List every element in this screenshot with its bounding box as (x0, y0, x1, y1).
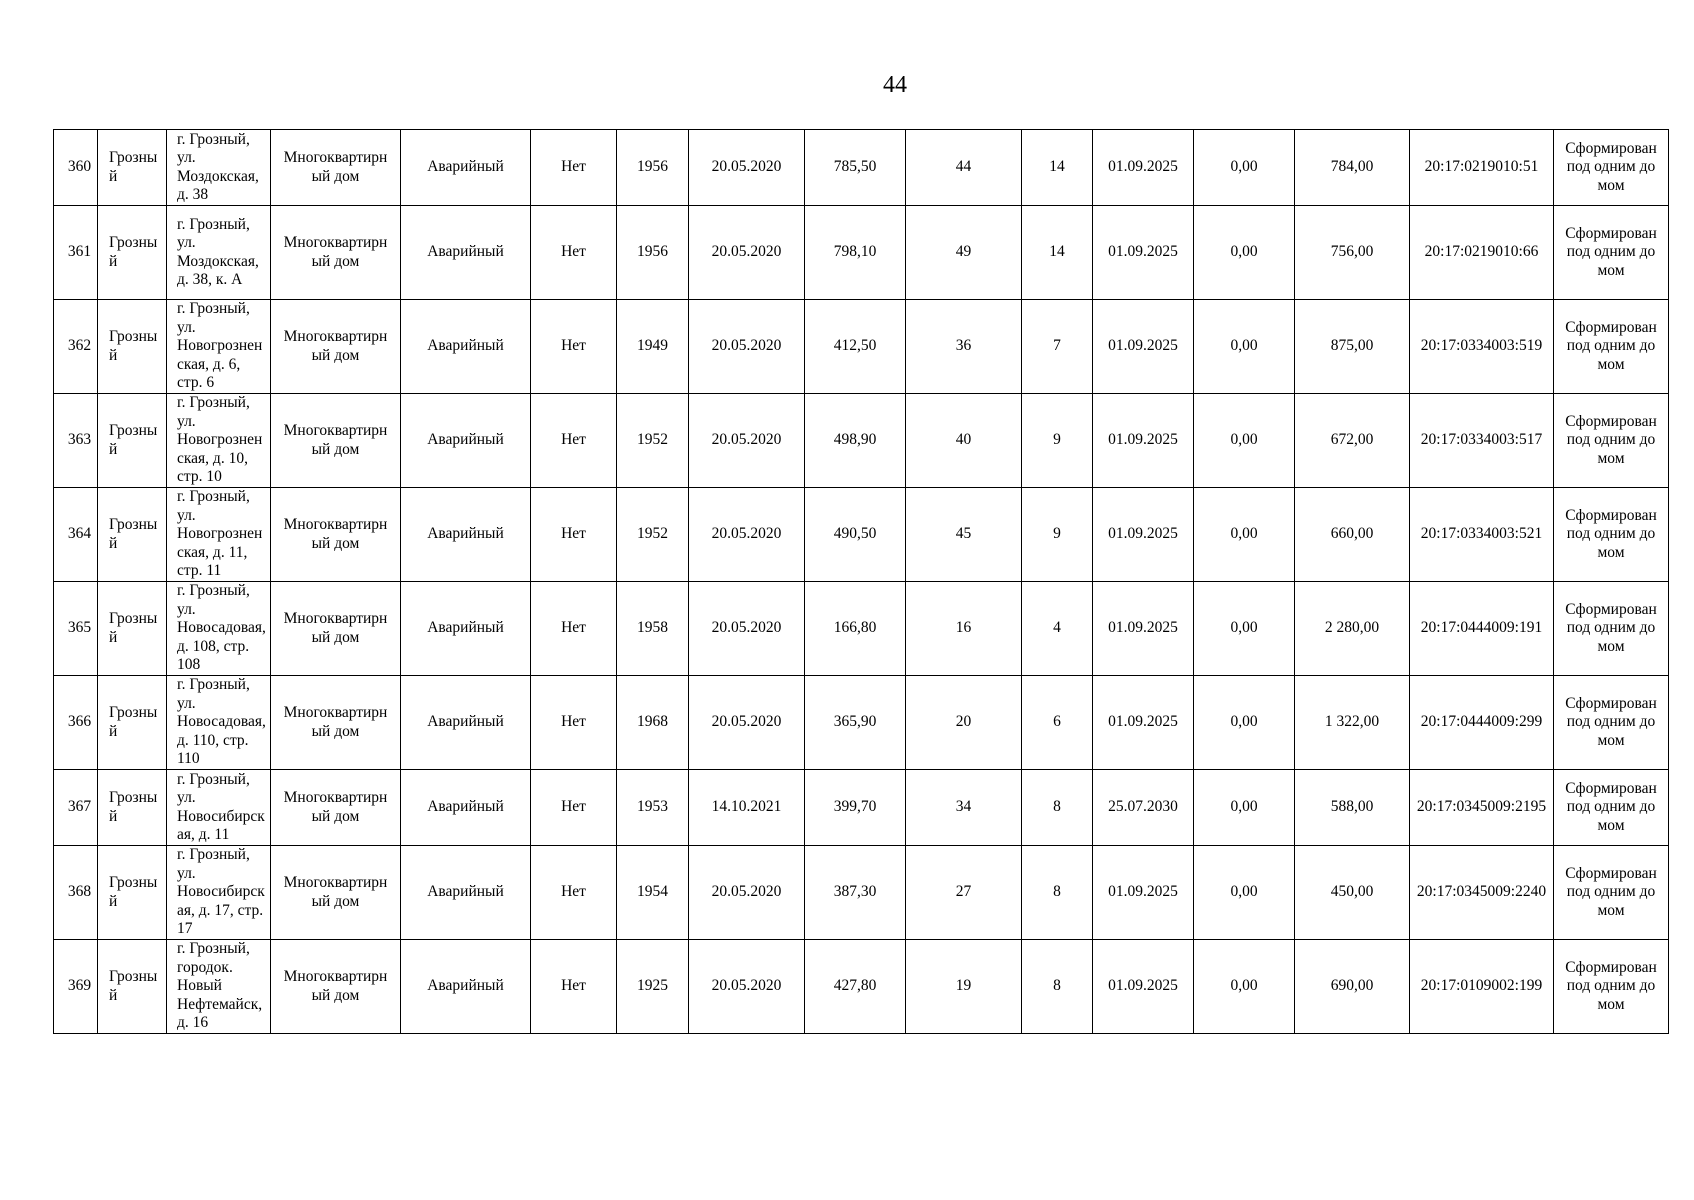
cell-city: Грозный (98, 676, 167, 770)
cell-flag: Нет (531, 488, 617, 582)
cell-city: Грозный (98, 206, 167, 300)
cell-status: Аварийный (401, 130, 531, 206)
table-row (54, 582, 1669, 676)
cell-residents: 45 (906, 488, 1022, 582)
cell-residents: 40 (906, 394, 1022, 488)
cell-date-recognized: 14.10.2021 (689, 770, 805, 846)
cell-value-1: 0,00 (1194, 676, 1295, 770)
cell-note: Сформирован под одним домом (1554, 846, 1669, 940)
cell-date-recognized: 20.05.2020 (689, 130, 805, 206)
cell-address: г. Грозный, ул. Новогрозненская, д. 10, стр. 10 (167, 394, 271, 488)
cell-residents: 20 (906, 676, 1022, 770)
cell-year: 1956 (617, 206, 689, 300)
cell-area: 166,80 (805, 582, 906, 676)
cell-year: 1953 (617, 770, 689, 846)
cell-cadastral-number: 20:17:0334003:519 (1410, 300, 1554, 394)
cell-year: 1952 (617, 394, 689, 488)
cell-note: Сформирован под одним домом (1554, 206, 1669, 300)
cell-value-2: 690,00 (1295, 940, 1410, 1034)
cell-value-1: 0,00 (1194, 130, 1295, 206)
cell-flag: Нет (531, 130, 617, 206)
cell-area: 490,50 (805, 488, 906, 582)
cell-building-type: Многоквартирный дом (271, 394, 401, 488)
cell-building-type: Многоквартирный дом (271, 582, 401, 676)
cell-date-planned: 01.09.2025 (1093, 676, 1194, 770)
cell-city: Грозный (98, 300, 167, 394)
cell-cadastral-number: 20:17:0334003:517 (1410, 394, 1554, 488)
cell-date-recognized: 20.05.2020 (689, 206, 805, 300)
cell-city: Грозный (98, 582, 167, 676)
cell-city: Грозный (98, 846, 167, 940)
cell-date-recognized: 20.05.2020 (689, 582, 805, 676)
cell-value-2: 672,00 (1295, 394, 1410, 488)
cell-status: Аварийный (401, 940, 531, 1034)
table-row (54, 300, 1669, 394)
cell-area: 498,90 (805, 394, 906, 488)
cell-value-2: 588,00 (1295, 770, 1410, 846)
housing-registry-table (53, 129, 1669, 1034)
cell-note: Сформирован под одним домом (1554, 582, 1669, 676)
cell-cadastral-number: 20:17:0444009:299 (1410, 676, 1554, 770)
cell-year: 1958 (617, 582, 689, 676)
cell-area: 412,50 (805, 300, 906, 394)
cell-value-1: 0,00 (1194, 846, 1295, 940)
cell-note: Сформирован под одним домом (1554, 394, 1669, 488)
cell-number: 369 (54, 940, 98, 1034)
cell-area: 785,50 (805, 130, 906, 206)
table-row (54, 130, 1669, 206)
cell-city: Грозный (98, 394, 167, 488)
cell-address: г. Грозный, ул. Новосибирская, д. 17, стр. 17 (167, 846, 271, 940)
table-row (54, 394, 1669, 488)
cell-flats: 9 (1022, 488, 1093, 582)
cell-number: 363 (54, 394, 98, 488)
table-row (54, 940, 1669, 1034)
cell-flag: Нет (531, 394, 617, 488)
cell-flats: 14 (1022, 130, 1093, 206)
cell-building-type: Многоквартирный дом (271, 488, 401, 582)
cell-date-recognized: 20.05.2020 (689, 394, 805, 488)
table-row (54, 206, 1669, 300)
cell-city: Грозный (98, 770, 167, 846)
cell-date-planned: 01.09.2025 (1093, 582, 1194, 676)
cell-number: 366 (54, 676, 98, 770)
table-row (54, 846, 1669, 940)
cell-number: 360 (54, 130, 98, 206)
cell-date-recognized: 20.05.2020 (689, 488, 805, 582)
cell-status: Аварийный (401, 846, 531, 940)
cell-flats: 4 (1022, 582, 1093, 676)
cell-year: 1949 (617, 300, 689, 394)
cell-residents: 16 (906, 582, 1022, 676)
cell-number: 367 (54, 770, 98, 846)
cell-address: г. Грозный, ул. Моздокская, д. 38 (167, 130, 271, 206)
cell-flats: 8 (1022, 940, 1093, 1034)
cell-date-planned: 01.09.2025 (1093, 394, 1194, 488)
cell-value-1: 0,00 (1194, 582, 1295, 676)
cell-address: г. Грозный, ул. Новогрозненская, д. 6, стр. 6 (167, 300, 271, 394)
cell-city: Грозный (98, 940, 167, 1034)
cell-area: 798,10 (805, 206, 906, 300)
cell-flats: 8 (1022, 846, 1093, 940)
cell-area: 365,90 (805, 676, 906, 770)
cell-residents: 27 (906, 846, 1022, 940)
table-row (54, 770, 1669, 846)
cell-flag: Нет (531, 676, 617, 770)
cell-flag: Нет (531, 940, 617, 1034)
cell-address: г. Грозный, ул. Моздокская, д. 38, к. А (167, 206, 271, 300)
cell-number: 361 (54, 206, 98, 300)
cell-date-planned: 25.07.2030 (1093, 770, 1194, 846)
cell-flats: 14 (1022, 206, 1093, 300)
cell-date-recognized: 20.05.2020 (689, 940, 805, 1034)
cell-flag: Нет (531, 300, 617, 394)
cell-number: 362 (54, 300, 98, 394)
cell-year: 1952 (617, 488, 689, 582)
cell-area: 427,80 (805, 940, 906, 1034)
cell-status: Аварийный (401, 394, 531, 488)
cell-value-1: 0,00 (1194, 206, 1295, 300)
cell-date-planned: 01.09.2025 (1093, 206, 1194, 300)
cell-note: Сформирован под одним домом (1554, 770, 1669, 846)
cell-year: 1968 (617, 676, 689, 770)
cell-flag: Нет (531, 206, 617, 300)
cell-residents: 44 (906, 130, 1022, 206)
cell-flats: 6 (1022, 676, 1093, 770)
cell-value-1: 0,00 (1194, 394, 1295, 488)
cell-address: г. Грозный, ул. Новогрозненская, д. 11, стр. 11 (167, 488, 271, 582)
cell-year: 1954 (617, 846, 689, 940)
cell-value-2: 660,00 (1295, 488, 1410, 582)
cell-address: г. Грозный, городок. Новый Нефтемайск, д. 16 (167, 940, 271, 1034)
cell-value-2: 2 280,00 (1295, 582, 1410, 676)
cell-status: Аварийный (401, 770, 531, 846)
table-row (54, 676, 1669, 770)
cell-residents: 34 (906, 770, 1022, 846)
cell-date-planned: 01.09.2025 (1093, 940, 1194, 1034)
cell-date-planned: 01.09.2025 (1093, 130, 1194, 206)
cell-building-type: Многоквартирный дом (271, 300, 401, 394)
cell-building-type: Многоквартирный дом (271, 676, 401, 770)
cell-cadastral-number: 20:17:0109002:199 (1410, 940, 1554, 1034)
cell-flats: 9 (1022, 394, 1093, 488)
cell-value-2: 784,00 (1295, 130, 1410, 206)
cell-number: 365 (54, 582, 98, 676)
cell-value-2: 756,00 (1295, 206, 1410, 300)
cell-flag: Нет (531, 770, 617, 846)
table-row (54, 488, 1669, 582)
cell-value-1: 0,00 (1194, 770, 1295, 846)
table-body (54, 130, 1669, 1034)
cell-building-type: Многоквартирный дом (271, 940, 401, 1034)
cell-date-recognized: 20.05.2020 (689, 676, 805, 770)
cell-area: 387,30 (805, 846, 906, 940)
cell-status: Аварийный (401, 676, 531, 770)
cell-note: Сформирован под одним домом (1554, 130, 1669, 206)
cell-year: 1925 (617, 940, 689, 1034)
cell-residents: 49 (906, 206, 1022, 300)
cell-flats: 7 (1022, 300, 1093, 394)
cell-address: г. Грозный, ул. Новосибирская, д. 11 (167, 770, 271, 846)
cell-building-type: Многоквартирный дом (271, 770, 401, 846)
cell-note: Сформирован под одним домом (1554, 940, 1669, 1034)
cell-address: г. Грозный, ул. Новосадовая, д. 110, стр. 110 (167, 676, 271, 770)
cell-cadastral-number: 20:17:0345009:2195 (1410, 770, 1554, 846)
cell-value-2: 1 322,00 (1295, 676, 1410, 770)
cell-note: Сформирован под одним домом (1554, 300, 1669, 394)
cell-date-recognized: 20.05.2020 (689, 300, 805, 394)
cell-number: 364 (54, 488, 98, 582)
cell-residents: 19 (906, 940, 1022, 1034)
page-number: 44 (883, 72, 907, 98)
cell-note: Сформирован под одним домом (1554, 488, 1669, 582)
cell-number: 368 (54, 846, 98, 940)
cell-city: Грозный (98, 130, 167, 206)
cell-year: 1956 (617, 130, 689, 206)
cell-value-1: 0,00 (1194, 488, 1295, 582)
cell-cadastral-number: 20:17:0334003:521 (1410, 488, 1554, 582)
cell-date-planned: 01.09.2025 (1093, 300, 1194, 394)
cell-status: Аварийный (401, 488, 531, 582)
cell-date-planned: 01.09.2025 (1093, 846, 1194, 940)
cell-building-type: Многоквартирный дом (271, 206, 401, 300)
cell-building-type: Многоквартирный дом (271, 130, 401, 206)
cell-cadastral-number: 20:17:0219010:51 (1410, 130, 1554, 206)
cell-residents: 36 (906, 300, 1022, 394)
cell-area: 399,70 (805, 770, 906, 846)
cell-status: Аварийный (401, 582, 531, 676)
cell-note: Сформирован под одним домом (1554, 676, 1669, 770)
cell-value-1: 0,00 (1194, 300, 1295, 394)
cell-date-planned: 01.09.2025 (1093, 488, 1194, 582)
cell-city: Грозный (98, 488, 167, 582)
cell-value-1: 0,00 (1194, 940, 1295, 1034)
cell-flats: 8 (1022, 770, 1093, 846)
cell-value-2: 875,00 (1295, 300, 1410, 394)
cell-cadastral-number: 20:17:0345009:2240 (1410, 846, 1554, 940)
cell-flag: Нет (531, 846, 617, 940)
cell-address: г. Грозный, ул. Новосадовая, д. 108, стр. 108 (167, 582, 271, 676)
cell-flag: Нет (531, 582, 617, 676)
cell-date-recognized: 20.05.2020 (689, 846, 805, 940)
cell-status: Аварийный (401, 206, 531, 300)
cell-cadastral-number: 20:17:0219010:66 (1410, 206, 1554, 300)
cell-status: Аварийный (401, 300, 531, 394)
cell-cadastral-number: 20:17:0444009:191 (1410, 582, 1554, 676)
cell-building-type: Многоквартирный дом (271, 846, 401, 940)
cell-value-2: 450,00 (1295, 846, 1410, 940)
